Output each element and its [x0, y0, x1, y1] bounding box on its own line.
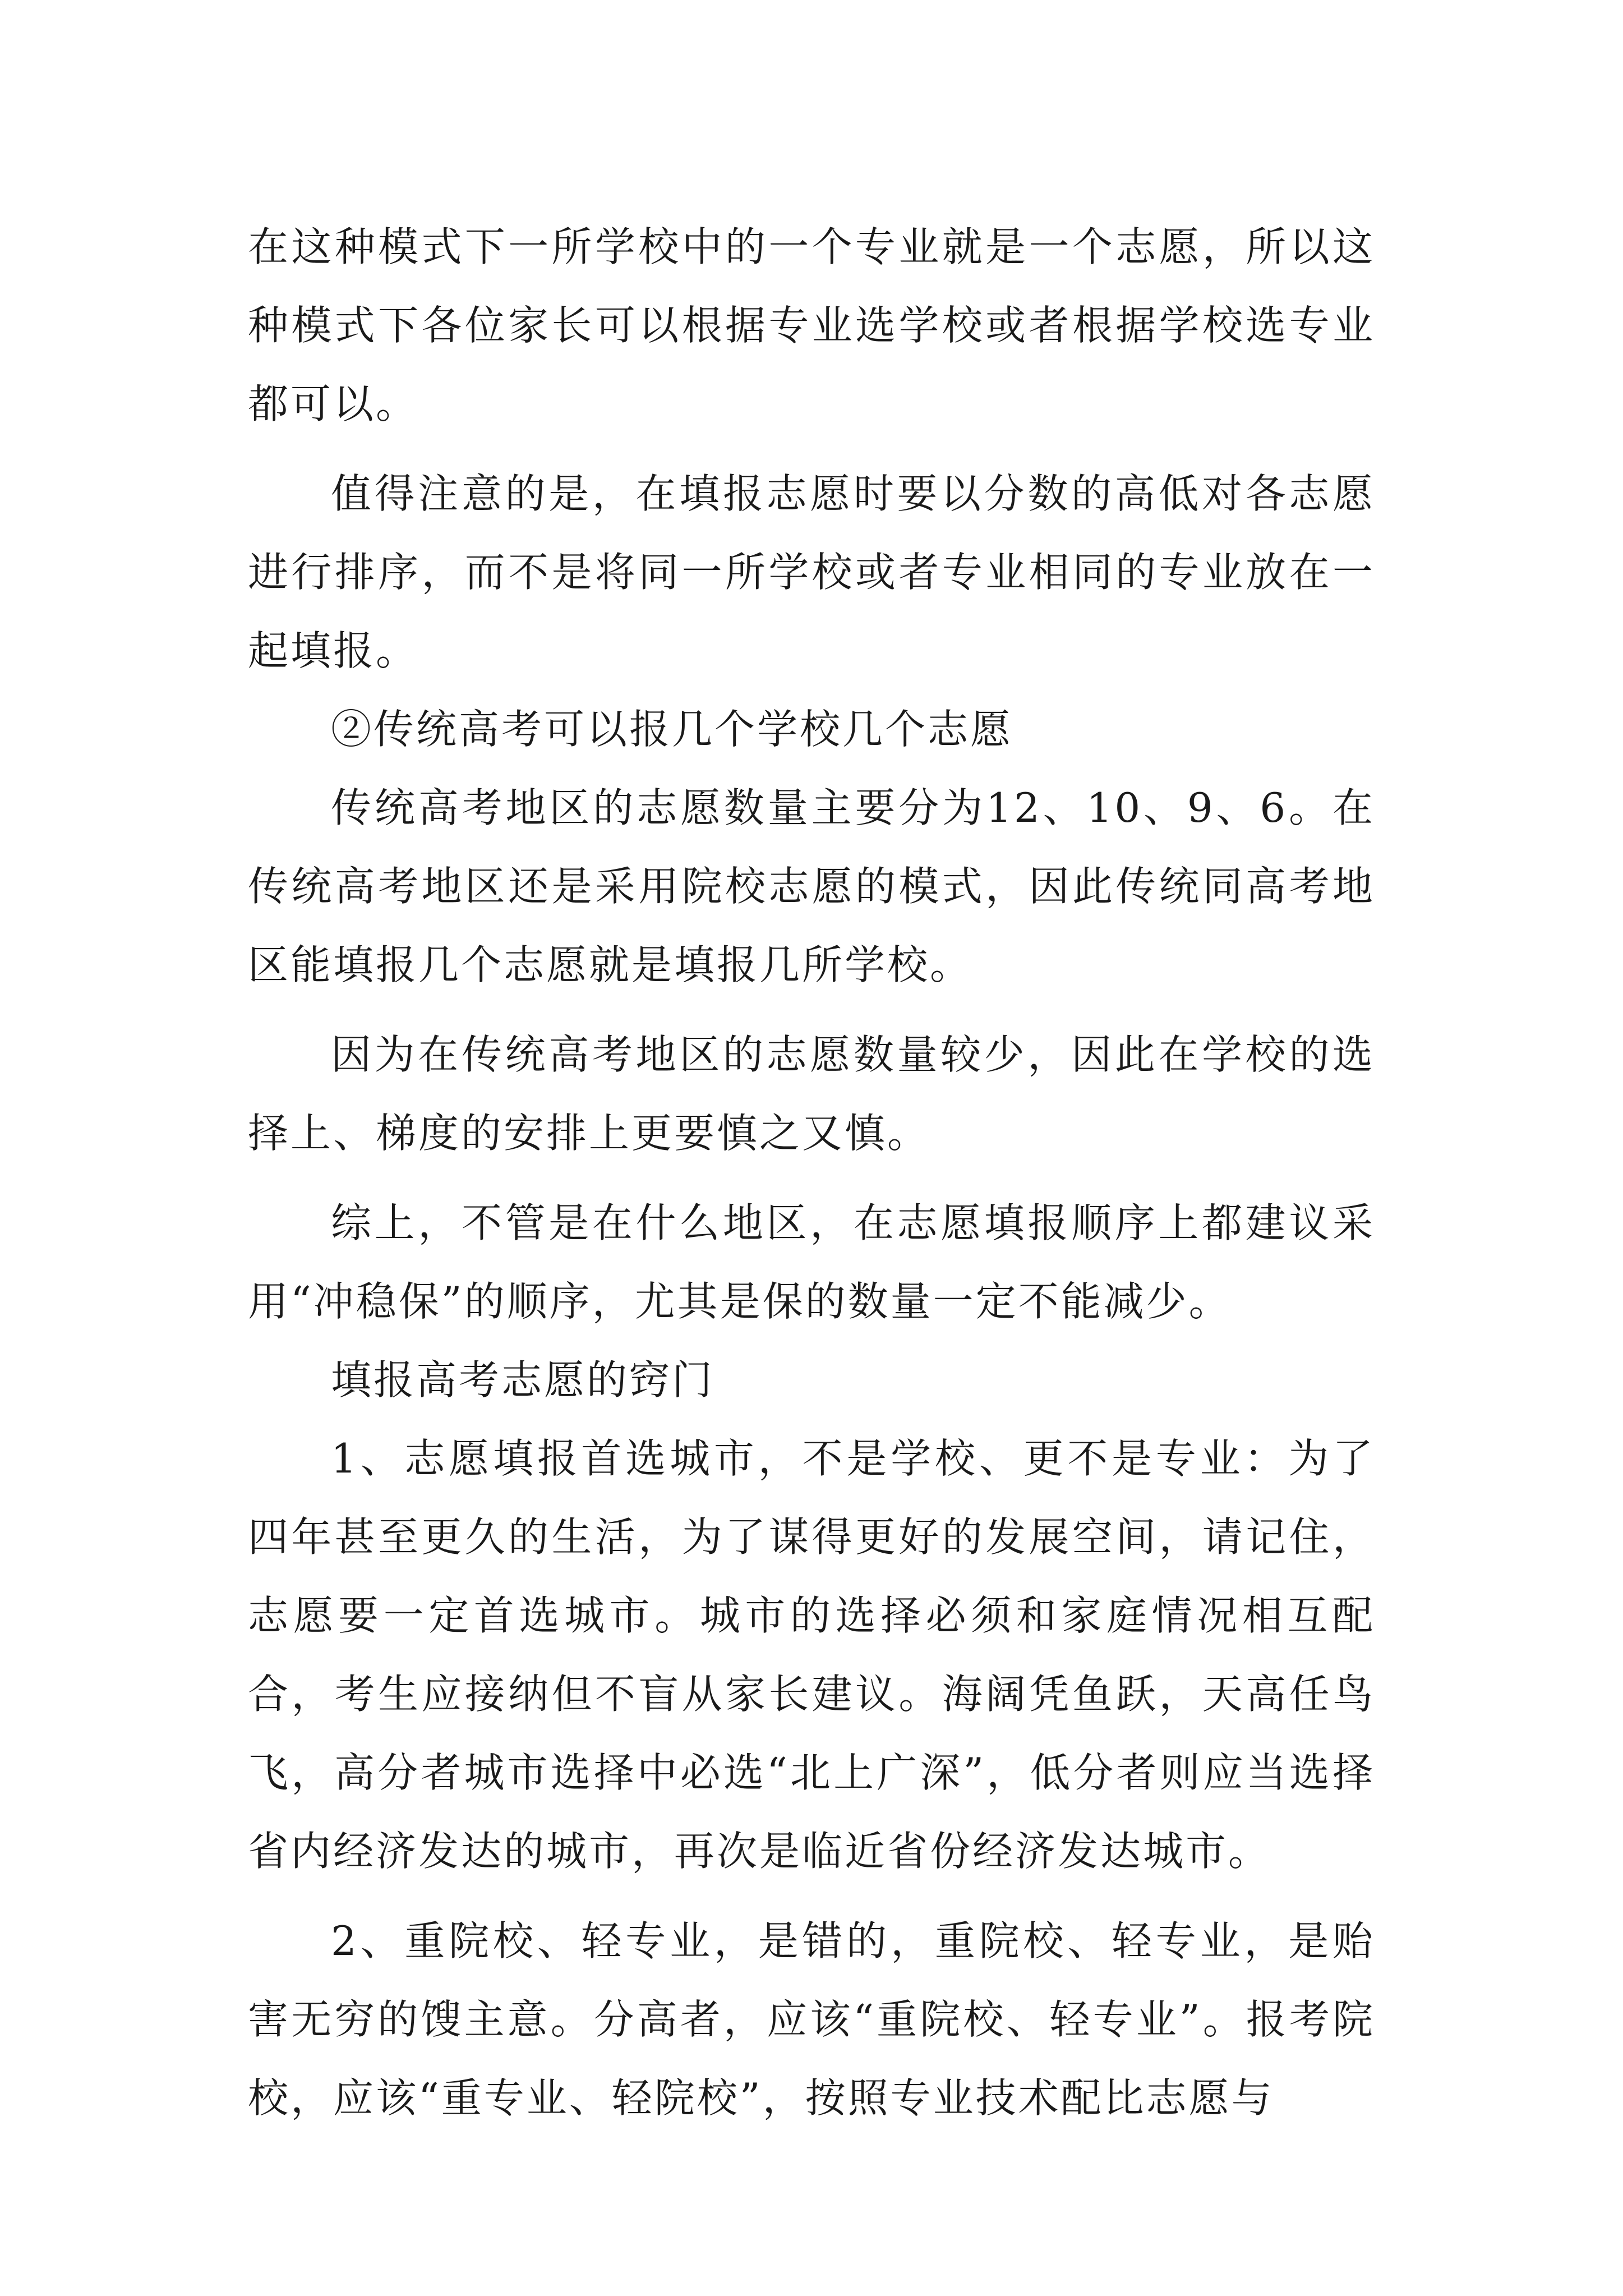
paragraph-tip-1: 1、志愿填报首选城市，不是学校、更不是专业：为了四年甚至更久的生活，为了谋得更好的发展空间，请记住，志愿要一定首选城市。城市的选择必须和家庭情况相互配合，考生应接纳但不盲从家长建议。海阔凭鱼跃，天高任鸟飞，高分者城市选择中必选“北上广深”，低分者则应当选择省内经济发达的城市，再次是临近省份经济发达城市。	[248, 1435, 1375, 1875]
paragraph-1: 在这种模式下一所学校中的一个专业就是一个志愿，所以这种模式下各位家长可以根据专业选学校或者根据学校选专业都可以。	[248, 223, 1375, 427]
section-heading-tips: 填报高考志愿的窍门	[331, 1356, 715, 1404]
section-heading-2: ②传统高考可以报几个学校几个志愿	[331, 706, 1013, 753]
paragraph-5: 综上，不管是在什么地区，在志愿填报顺序上都建议采用“冲稳保”的顺序，尤其是保的数量一定不能减少。	[248, 1199, 1375, 1325]
paragraph-4: 因为在传统高考地区的志愿数量较少，因此在学校的选择上、梯度的安排上更要慎之又慎。	[248, 1031, 1375, 1157]
document-body	[248, 208, 1375, 2137]
paragraph-2: 值得注意的是，在填报志愿时要以分数的高低对各志愿进行排序，而不是将同一所学校或者专业相同的专业放在一起填报。	[248, 470, 1375, 674]
paragraph-tip-2: 2、重院校、轻专业，是错的，重院校、轻专业，是贻害无穷的馊主意。分高者，应该“重院校、轻专业”。报考院校，应该“重专业、轻院校”，按照专业技术配比志愿与	[248, 1917, 1375, 2122]
paragraph-3: 传统高考地区的志愿数量主要分为12、10、9、6。在传统高考地区还是采用院校志愿的模式，因此传统同高考地区能填报几个志愿就是填报几所学校。	[248, 784, 1375, 988]
